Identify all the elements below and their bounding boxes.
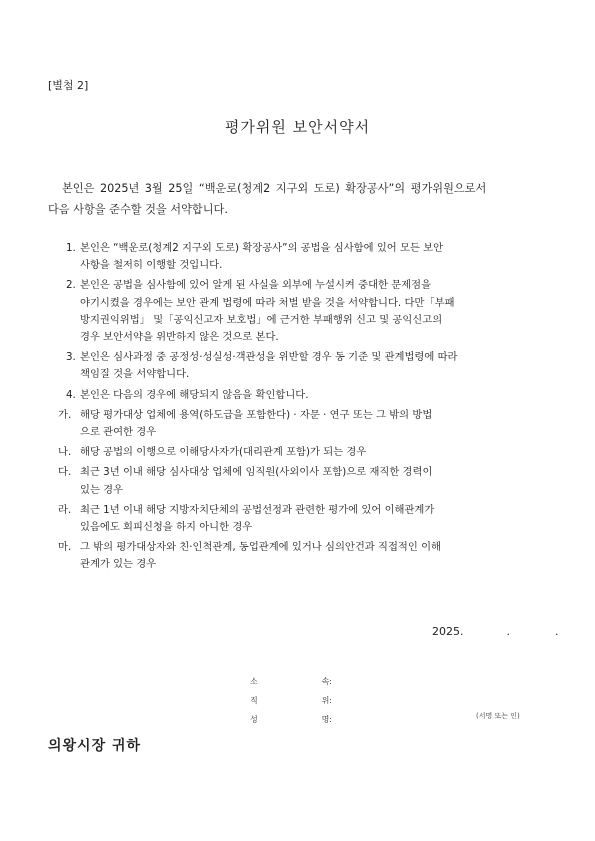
item-text-line: 으로 관여한 경우 <box>80 426 157 439</box>
item-text-line: 해당 평가대상 업체에 용역(하도급을 포함한다) · 자문 · 연구 또는 그 밖의 방법 <box>80 408 433 421</box>
pledge-list <box>58 240 542 577</box>
item-text-line: 본인은 심사과정 중 공정성·성실성·객관성을 위반할 경우 동 기준 및 관계법령에 따라 <box>80 351 458 364</box>
document-title: 평가위원 보안서약서 <box>224 118 371 136</box>
pledge-subitem <box>58 407 542 441</box>
pledge-item <box>66 277 542 346</box>
item-text-line: 방지권익위법」 및「공익신고자 보호법」에 근거한 부패행위 신고 및 공익신고의 <box>80 313 443 326</box>
item-number: 마. <box>58 541 72 554</box>
item-text-line: 책임질 것을 서약합니다. <box>80 368 190 381</box>
item-text-line: 해당 공법의 이행으로 이해당사자가(대리관계 포함)가 되는 경우 <box>80 446 367 459</box>
item-text-line: 사항을 철저히 이행할 것입니다. <box>80 259 223 272</box>
signature-note: (서명 또는 인) <box>476 712 520 720</box>
item-text-line: 경우 보안서약을 위반하지 않은 것으로 본다. <box>80 331 279 344</box>
item-number: 3. <box>66 351 76 364</box>
item-text-line: 최근 1년 이내 해당 지방자치단체의 공법선정과 관련한 평가에 있어 이해관계가 <box>80 503 435 516</box>
item-number: 4. <box>66 388 76 401</box>
item-number: 다. <box>58 466 72 479</box>
pledge-item <box>66 387 542 404</box>
item-text-line: 본인은 공법을 심사함에 있어 알게 된 사실을 외부에 누설시켜 중대한 문제점을 <box>80 279 432 292</box>
intro-paragraph <box>48 178 548 220</box>
intro-line-1: 본인은 2025년 3월 25일 “백운로(청계2 지구외 도로) 확장공사”의 평가위원으로서 <box>62 182 487 195</box>
date-day-sep: . <box>555 625 559 638</box>
pledge-subitem <box>58 502 542 536</box>
pledge-item <box>66 240 542 274</box>
item-text-line: 그 밖의 평가대상자와 친·인척관계, 동업관계에 있거나 심의안건과 직접적인 이해 <box>80 541 441 554</box>
name-char-2: 명: <box>321 715 332 724</box>
pledge-subitem <box>58 539 542 573</box>
date-year: 2025. <box>432 625 464 638</box>
item-text-line: 최근 3년 이내 해당 심사대상 업체에 임직원(사외이사 포함)으로 재직한 경력이 <box>80 466 433 479</box>
position-char-2: 위: <box>321 696 332 705</box>
affiliation-char-2: 속: <box>321 677 332 686</box>
name-char-1: 성 <box>250 715 258 724</box>
affiliation-char-1: 소 <box>250 677 258 686</box>
pledge-subitem <box>58 444 542 461</box>
item-text-line: 야기시켰을 경우에는 보안 관계 법령에 따라 처벌 받을 것을 서약합니다. 다만「부패 <box>80 296 455 309</box>
pledge-item <box>66 349 542 383</box>
item-text-line: 있음에도 회피신청을 하지 아니한 경우 <box>80 521 253 534</box>
recipient: 의왕시장 귀하 <box>48 738 142 754</box>
item-number: 2. <box>66 279 76 292</box>
item-text-line: 관계가 있는 경우 <box>80 558 157 571</box>
item-number: 나. <box>58 446 72 459</box>
attachment-label: [별첨 2] <box>48 79 89 92</box>
item-number: 1. <box>66 242 76 254</box>
pledge-subitem <box>58 464 542 498</box>
item-text-line: 본인은 “백운로(청계2 지구외 도로) 확장공사”의 공법을 심사함에 있어 모든 보안 <box>80 242 444 254</box>
item-number: 라. <box>58 503 72 516</box>
item-text-line: 본인은 다음의 경우에 해당되지 않음을 확인합니다. <box>80 388 309 401</box>
position-char-1: 직 <box>250 696 258 705</box>
date-line <box>432 625 559 638</box>
date-month-sep: . <box>506 625 510 638</box>
intro-line-2: 다음 사항을 준수할 것을 서약합니다. <box>48 203 228 216</box>
item-text-line: 있는 경우 <box>80 483 124 496</box>
item-number: 가. <box>58 408 72 421</box>
